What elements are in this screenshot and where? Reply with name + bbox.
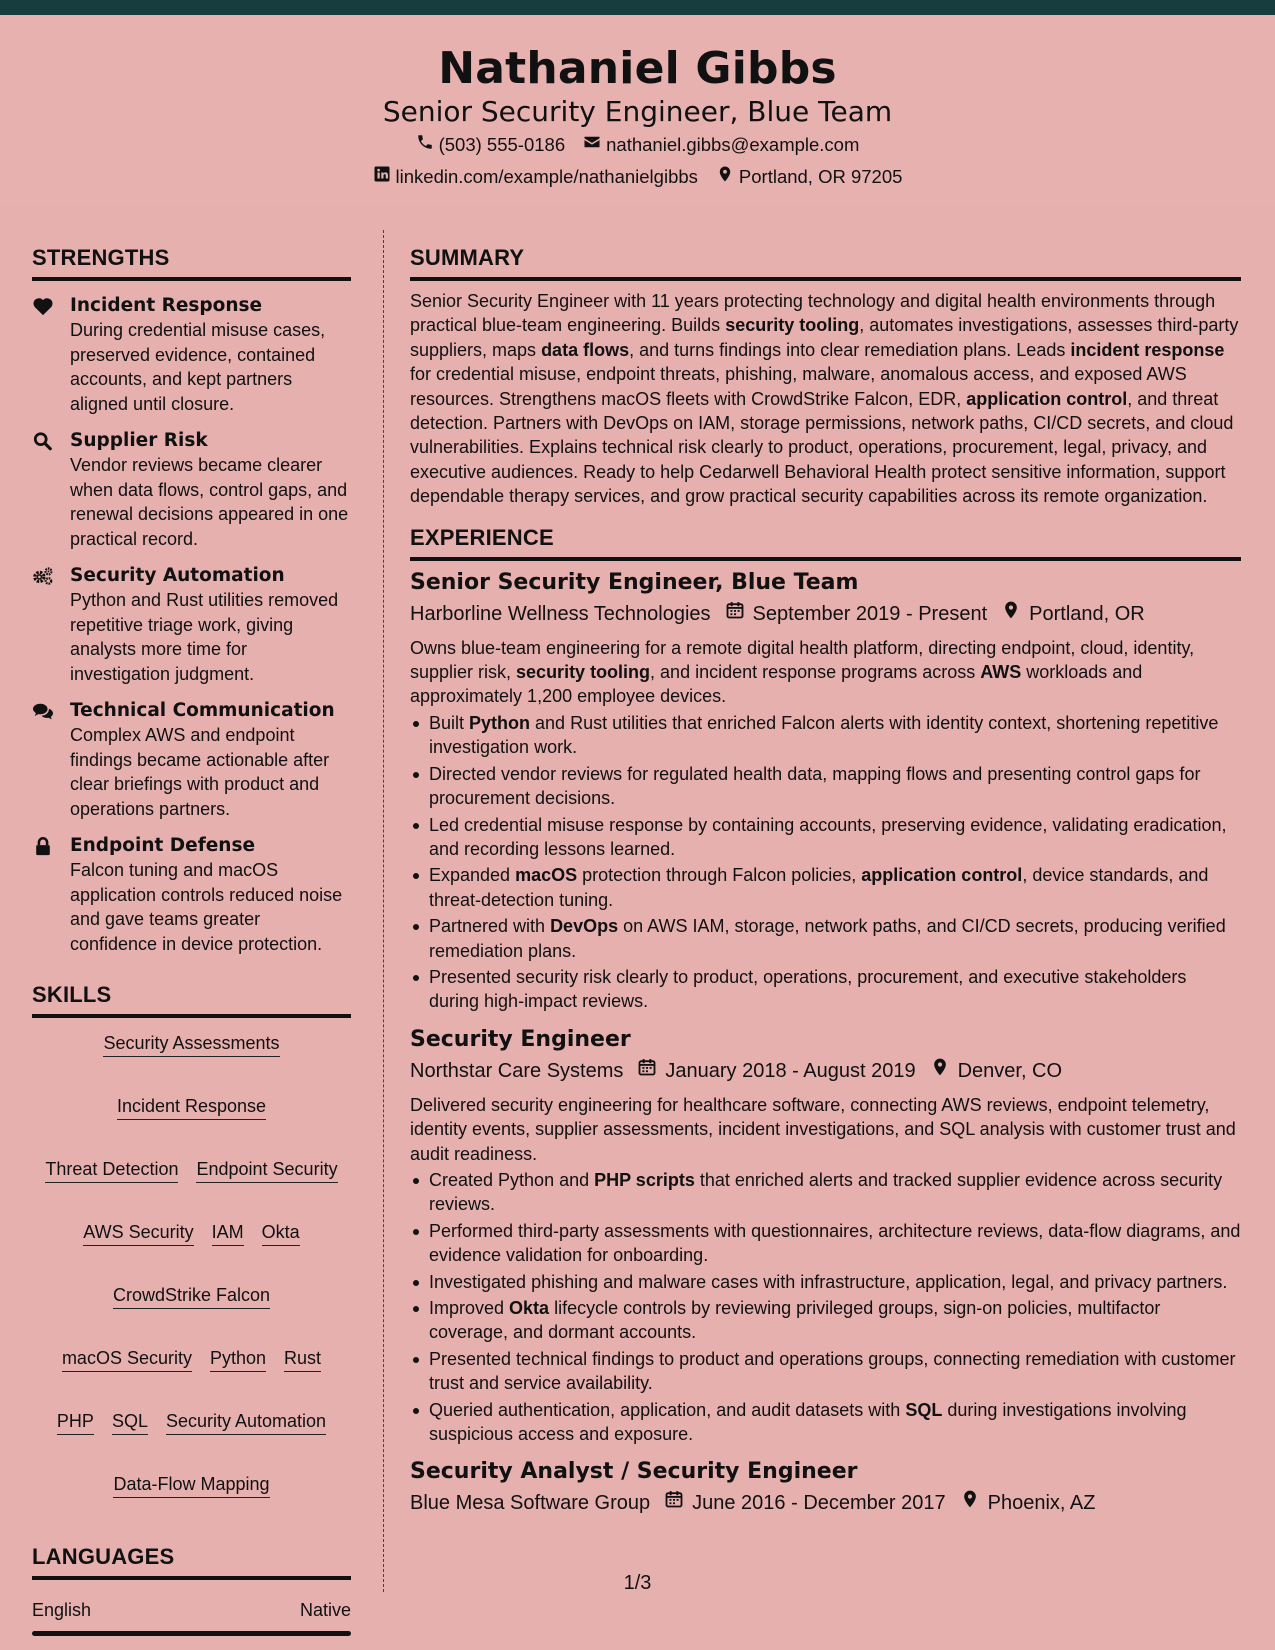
email-contact[interactable] (583, 133, 859, 156)
experience-heading: EXPERIENCE (410, 525, 1241, 561)
skill-tag: IAM (212, 1221, 244, 1246)
strength-description: Python and Rust utilities removed repetitive triage work, giving analysts more time for investigation judgment. (70, 590, 339, 684)
job-bullet: Improved Okta lifecycle controls by reviewing privileged groups, sign-on policies, multifactor coverage, and dormant accounts. (410, 1296, 1241, 1345)
experience-list (410, 569, 1241, 1518)
strength-item (32, 429, 351, 551)
job-title: Senior Security Engineer, Blue Team (410, 569, 859, 595)
phone-contact (416, 133, 566, 156)
job-bullet: Investigated phishing and malware cases with infrastructure, application, legal, and privacy partners. (410, 1270, 1241, 1294)
page-number: 1/3 (623, 1572, 652, 1594)
job-dates: January 2018 - August 2019 (665, 1059, 916, 1082)
job-entry (410, 569, 1241, 1014)
job-bullet: Presented technical findings to product and operations groups, connecting remediation with customer trust and service availability. (410, 1347, 1241, 1396)
job-meta (410, 600, 1241, 628)
strength-description: During credential misuse cases, preserved evidence, contained accounts, and kept partners aligned until closure. (70, 320, 326, 414)
location-contact (716, 165, 903, 188)
job-meta (410, 1489, 1241, 1517)
language-row (32, 1600, 351, 1621)
skill-tag: CrowdStrike Falcon (113, 1284, 270, 1309)
job-entry (410, 1026, 1241, 1447)
resume-header (0, 15, 1275, 205)
contact-line-1 (0, 133, 1275, 156)
skill-tag: macOS Security (62, 1347, 192, 1372)
strengths-heading: STRENGTHS (32, 245, 351, 281)
job-bullet: Performed third-party assessments with questionnaires, architecture reviews, data-flow diagrams, and evidence validation for onboarding. (410, 1219, 1241, 1268)
job-dates: June 2016 - December 2017 (692, 1492, 946, 1515)
skill-tag: SQL (112, 1410, 148, 1435)
map-pin-icon (1001, 600, 1029, 628)
job-meta (410, 1057, 1241, 1085)
strength-item (32, 564, 351, 686)
phone-icon (416, 133, 434, 156)
map-pin-icon (930, 1057, 958, 1085)
summary-text: Senior Security Engineer with 11 years protecting technology and digital health environments through practical blue-team engineering. Builds security tooling, automates investigations, assesses third-party suppliers, maps data flows, and turns findings into clear remediation plans. Leads incident response for credential misuse, endpoint threats, phishing, malware, anomalous access, and exposed AWS resources. Strengthens macOS fleets with CrowdStrike Falcon, EDR, application control, and threat detection. Partners with DevOps on IAM, storage permissions, network paths, CI/CD secrets, and cloud vulnerabilities. Explains technical risk clearly to product, operations, procurement, legal, privacy, and executive audiences. Ready to help Cedarwell Behavioral Health protect sensitive information, support dependable therapy services, and grow practical security capabilities across its remote organization. (410, 291, 1239, 507)
languages-heading: LANGUAGES (32, 1544, 351, 1580)
skill-tag: Data-Flow Mapping (113, 1473, 269, 1498)
linkedin-icon (373, 165, 391, 188)
strength-description: Falcon tuning and macOS application controls reduced noise and gave teams greater confidence in device protection. (70, 860, 343, 954)
skill-tag: Okta (262, 1221, 300, 1246)
strength-item (32, 294, 351, 416)
language-level: Native (299, 1600, 351, 1620)
search-icon (32, 431, 54, 451)
skill-tag: Endpoint Security (196, 1158, 337, 1183)
job-entry (410, 1458, 1241, 1517)
contact-line-2 (0, 165, 1275, 188)
phone-number: (503) 555-0186 (438, 133, 566, 155)
heart-icon (32, 296, 54, 316)
job-bullet: Queried authentication, application, and audit datasets with SQL during investigations involving suspicious access and exposure. (410, 1398, 1241, 1447)
strength-item (32, 699, 351, 821)
job-bullet: Led credential misuse response by containing accounts, preserving evidence, validating eradication, and recording lessons learned. (410, 813, 1241, 862)
job-location: Phoenix, AZ (987, 1492, 1096, 1515)
skill-tag: Threat Detection (45, 1158, 178, 1183)
job-location: Portland, OR (1029, 602, 1145, 625)
skill-tag: Security Assessments (103, 1032, 279, 1057)
strength-title: Security Automation (70, 565, 285, 586)
skill-tag: Rust (284, 1347, 321, 1372)
summary-heading: SUMMARY (410, 245, 1241, 281)
strength-title: Technical Communication (70, 700, 335, 721)
job-description: Delivered security engineering for healthcare software, connecting AWS reviews, endpoint telemetry, identity events, supplier assessments, incident investigations, and SQL analysis with customer trust and audit readiness. (410, 1094, 1236, 1164)
company-name: Blue Mesa Software Group (410, 1492, 651, 1515)
job-dates: September 2019 - Present (752, 602, 988, 625)
job-bullet: Presented security risk clearly to product, operations, procurement, and executive stakeholders during high-impact reviews. (410, 965, 1241, 1014)
strength-description: Complex AWS and endpoint findings became actionable after clear briefings with product and operations partners. (70, 725, 330, 819)
job-location: Denver, CO (957, 1059, 1063, 1082)
calendar-icon (664, 1489, 692, 1517)
comments-icon (32, 701, 54, 721)
job-title: Security Analyst / Security Engineer (410, 1459, 858, 1485)
skills-heading: SKILLS (32, 982, 351, 1018)
language-name: English (32, 1600, 92, 1620)
job-bullet: Created Python and PHP scripts that enriched alerts and tracked supplier evidence across security reviews. (410, 1168, 1241, 1217)
job-bullet: Directed vendor reviews for regulated health data, mapping flows and presenting control gaps for procurement decisions. (410, 762, 1241, 811)
linkedin-url[interactable]: linkedin.com/example/nathanielgibbs (395, 165, 698, 187)
candidate-name: Nathaniel Gibbs (438, 43, 837, 94)
job-bullet: Expanded macOS protection through Falcon policies, application control, device standards, and threat-detection tuning. (410, 863, 1241, 912)
skill-tag: Incident Response (117, 1095, 266, 1120)
company-name: Northstar Care Systems (410, 1059, 624, 1082)
calendar-icon (637, 1057, 665, 1085)
job-bullets (410, 711, 1241, 1014)
job-title: Security Engineer (410, 1026, 631, 1052)
envelope-icon (583, 133, 601, 156)
map-pin-icon (960, 1489, 988, 1517)
strength-title: Incident Response (70, 295, 263, 316)
skill-tag: PHP (57, 1410, 94, 1435)
column-divider (383, 230, 384, 1592)
lock-icon (32, 836, 54, 856)
strength-title: Supplier Risk (70, 430, 208, 451)
map-pin-icon (716, 165, 734, 188)
top-accent-bar (0, 0, 1275, 15)
strength-item (32, 834, 351, 956)
calendar-icon (725, 600, 753, 628)
job-bullets (410, 1168, 1241, 1446)
job-description: Owns blue-team engineering for a remote digital health platform, directing endpoint, cloud, identity, supplier risk, security tooling, and incident response programs across AWS workloads and approximately 1,200 employee devices. (410, 637, 1195, 707)
gears-icon (32, 566, 54, 586)
skill-tag: AWS Security (83, 1221, 193, 1246)
strength-description: Vendor reviews became clearer when data flows, control gaps, and renewal decisions appeared in one practical record. (70, 455, 349, 549)
company-name: Harborline Wellness Technologies (410, 602, 711, 625)
skill-tag: Python (210, 1347, 266, 1372)
candidate-title: Senior Security Engineer, Blue Team (382, 95, 893, 128)
strength-title: Endpoint Defense (70, 835, 256, 856)
location-text: Portland, OR 97205 (738, 165, 903, 187)
linkedin-contact[interactable] (373, 165, 698, 188)
email-address[interactable]: nathaniel.gibbs@example.com (606, 133, 860, 155)
job-bullet: Partnered with DevOps on AWS IAM, storage, network paths, and CI/CD secrets, producing verified remediation plans. (410, 914, 1241, 963)
skills-list (32, 1032, 351, 1498)
right-column (410, 245, 1241, 1517)
job-bullet: Built Python and Rust utilities that enriched Falcon alerts with identity context, shortening repetitive investigation work. (410, 711, 1241, 760)
language-proficiency-bar (32, 1631, 351, 1636)
skill-tag: Security Automation (166, 1410, 326, 1435)
left-column (32, 245, 351, 1636)
